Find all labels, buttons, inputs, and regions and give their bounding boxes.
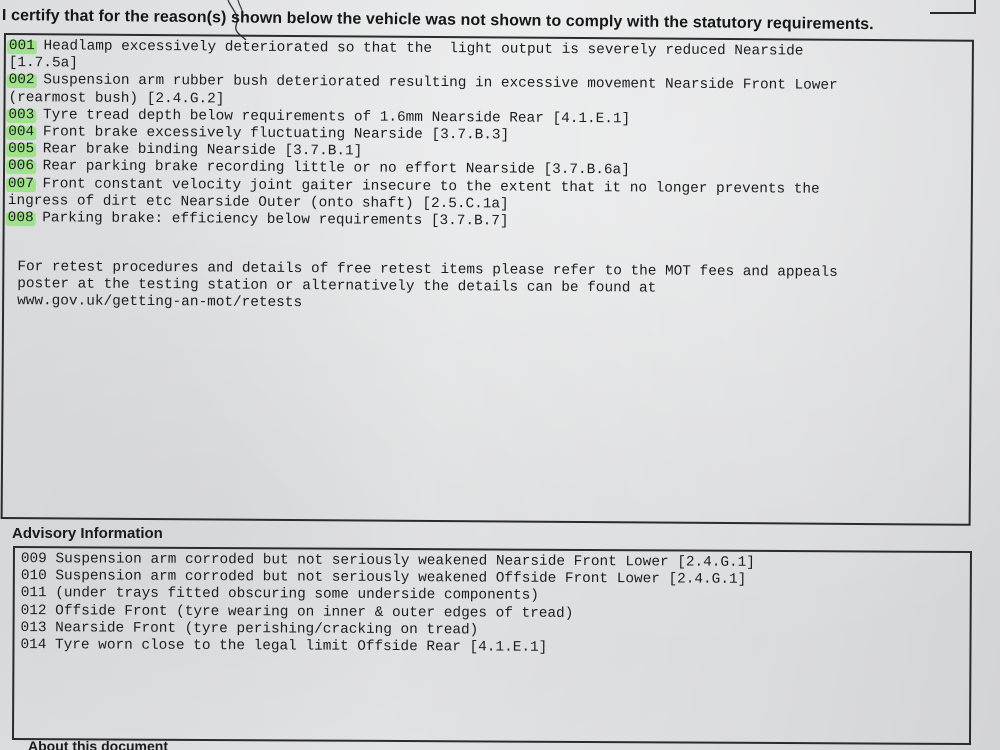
- advisory-list: [20, 551, 755, 658]
- item-code: 003: [8, 106, 35, 124]
- list-item-continuation: (rearmost bush) [2.4.G.2]: [8, 89, 225, 108]
- item-code: 002: [8, 72, 35, 89]
- list-item: 011 (under trays fitted obscuring some underside components): [20, 585, 539, 605]
- failure-items-box: [1, 33, 974, 526]
- item-code: 006: [8, 158, 35, 175]
- item-code: 007: [7, 175, 34, 192]
- item-text: Tyre tread depth below requirements of 1.6mm Nearside Rear [4.1.E.1]: [34, 107, 631, 128]
- list-item: 014 Tyre worn close to the legal limit Offside Rear [4.1.E.1]: [20, 637, 548, 656]
- list-item-continuation: [1.7.5a]: [8, 55, 78, 72]
- retest-note: [17, 259, 838, 316]
- list-item: 013 Nearside Front (tyre perishing/cracking on tread): [20, 619, 479, 639]
- item-text: Front brake excessively fluctuating Nearside [3.7.B.3]: [34, 124, 510, 144]
- failure-list: [8, 38, 838, 233]
- item-code: 004: [8, 124, 35, 141]
- retest-url: www.gov.uk/getting-an-mot/retests: [17, 293, 303, 312]
- item-code: 005: [8, 141, 35, 158]
- item-code: 008: [7, 210, 34, 227]
- retest-note-line: For retest procedures and details of free retest items please refer to the MOT fees and appeals: [17, 259, 838, 281]
- item-text: Parking brake: efficiency below requirements [3.7.B.7]: [33, 210, 509, 230]
- item-text: Suspension arm rubber bush deteriorated resulting in excessive movement Nearside Front Lower: [34, 72, 838, 95]
- top-box-edge: [930, 0, 976, 14]
- retest-note-line: poster at the testing station or alternatively the details can be found at: [17, 276, 657, 297]
- advisory-box: [12, 546, 972, 745]
- item-text: Front constant velocity joint gaiter insecure to the extent that it no longer prevents the: [33, 175, 820, 198]
- list-item: 012 Offside Front (tyre wearing on inner & outer edges of tread): [20, 602, 574, 622]
- item-code: 001: [8, 38, 35, 55]
- item-text: Headlamp excessively deteriorated so that the light output is severely reduced Nearside: [34, 38, 804, 60]
- list-item: 009 Suspension arm corroded but not seriously weakened Nearside Front Lower [2.4.G.1]: [20, 551, 756, 571]
- advisory-heading: Advisory Information: [12, 525, 163, 542]
- certify-heading: I certify that for the reason(s) shown below the vehicle was not shown to comply with the statutory requirements.: [1, 7, 874, 34]
- item-text: Rear parking brake recording little or no effort Nearside [3.7.B.6a]: [33, 158, 630, 179]
- list-item: 010 Suspension arm corroded but not seriously weakened Offside Front Lower [2.4.G.1]: [20, 568, 747, 589]
- about-heading: About this document: [28, 738, 168, 750]
- list-item-continuation: ingress of dirt etc Nearside Outer (onto shaft) [2.5.C.1a]: [7, 192, 509, 213]
- item-text: Rear brake binding Nearside [3.7.B.1]: [34, 141, 363, 160]
